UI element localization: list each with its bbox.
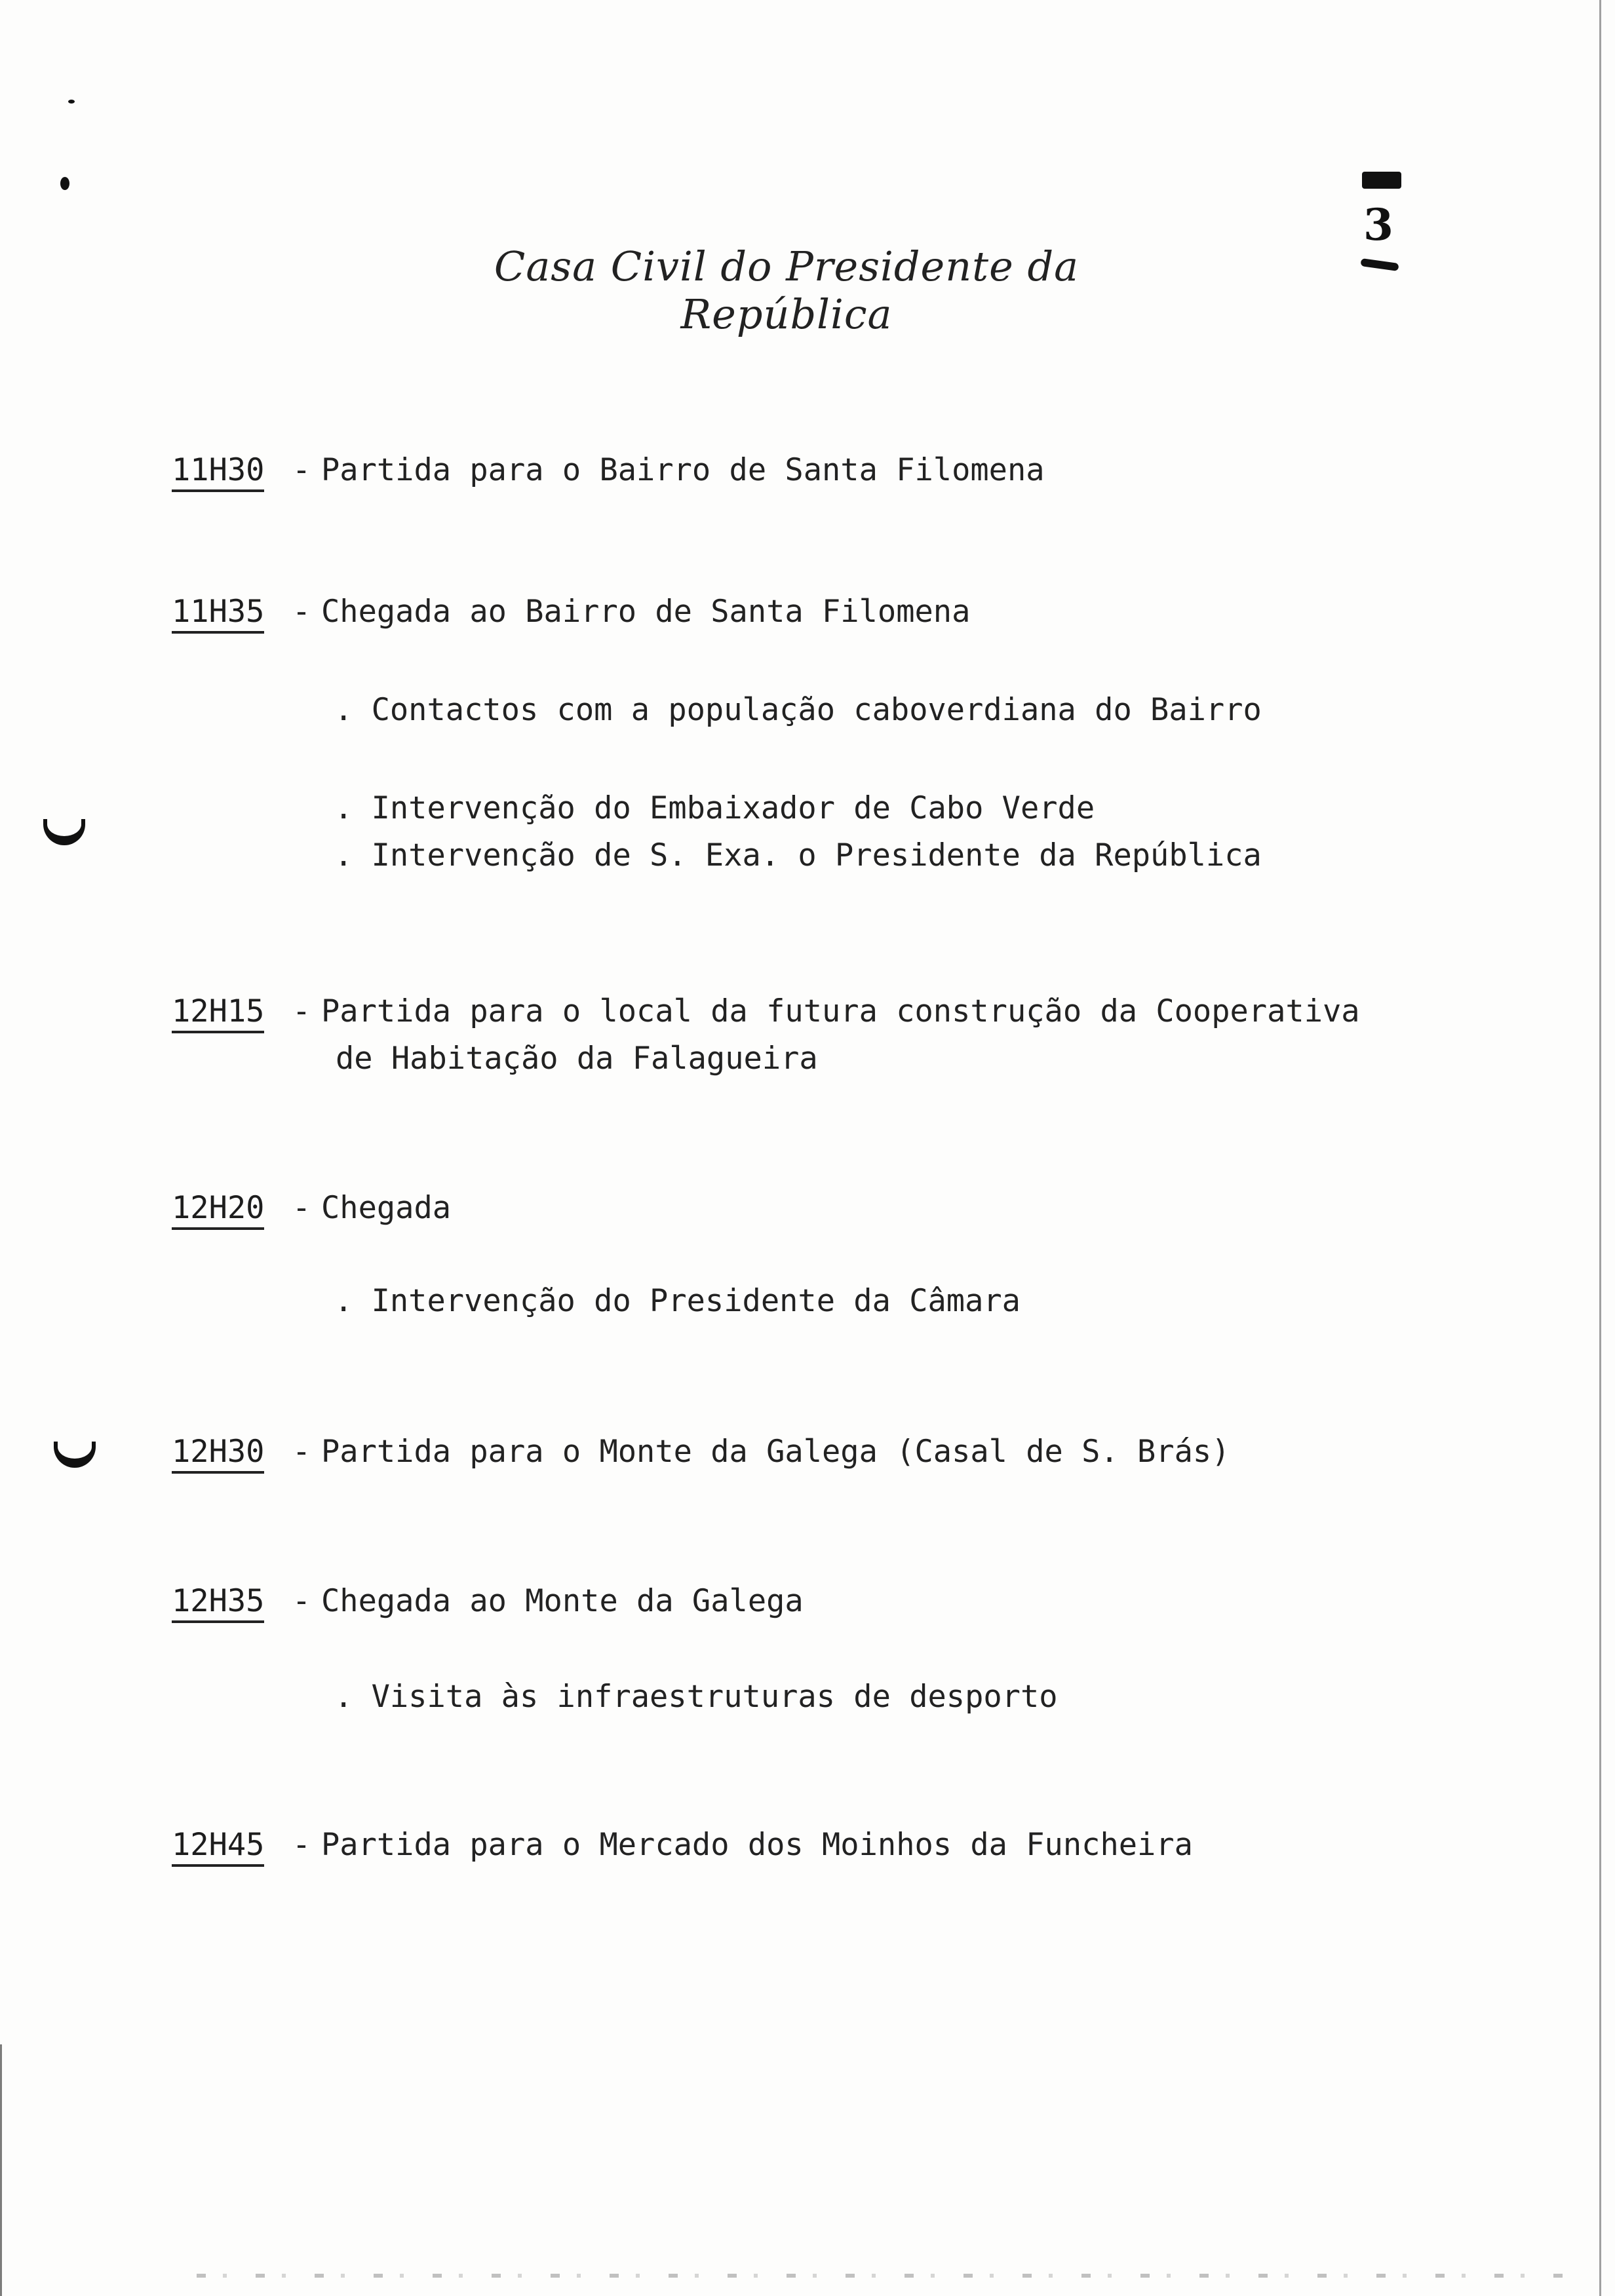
entry-item: . Intervenção do Embaixador de Cabo Verde [334, 790, 1095, 826]
entry-description: Chegada ao Bairro de Santa Filomena [321, 594, 971, 630]
entry-item: . Intervenção do Presidente da Câmara [334, 1283, 1021, 1319]
entry-dash: - [292, 1190, 311, 1226]
page-number-value: 3 [1363, 199, 1393, 250]
entry-description: Partida para o Monte da Galega (Casal de S. Brás) [321, 1434, 1230, 1470]
schedule-entry [172, 1185, 1483, 1232]
entry-dash: - [292, 1583, 311, 1619]
entry-dash: - [292, 993, 311, 1029]
entry-time: 12H20 [172, 1185, 282, 1232]
entry-item: . Visita às infraestruturas de desporto [334, 1679, 1058, 1715]
schedule-entry [172, 1822, 1483, 1869]
schedule-entry [172, 1578, 1483, 1625]
entry-dash: - [292, 452, 311, 488]
entry-description: Chegada [321, 1190, 452, 1226]
entry-dash: - [292, 1434, 311, 1470]
entry-item: . Contactos com a população caboverdiana do Bairro [334, 692, 1262, 728]
entry-description: Partida para o Bairro de Santa Filomena [321, 452, 1045, 488]
entry-time: 12H45 [172, 1822, 282, 1869]
schedule-entry [172, 1428, 1483, 1476]
letterhead-title: Casa Civil do Presidente da República [494, 242, 1080, 338]
entry-time: 12H15 [172, 988, 282, 1035]
entry-item: . Intervenção de S. Exa. o Presidente da República [334, 837, 1262, 873]
entry-description-continued: de Habitação da Falagueira [336, 1041, 818, 1077]
entry-time: 12H30 [172, 1428, 282, 1476]
entry-time: 11H35 [172, 588, 282, 636]
entry-time: 12H35 [172, 1578, 282, 1625]
entry-dash: - [292, 1827, 311, 1863]
entry-time: 11H30 [172, 447, 282, 494]
entry-description: Chegada ao Monte da Galega [321, 1583, 804, 1619]
schedule-entry [172, 447, 1483, 494]
entry-description: Partida para o local da futura construção da Cooperativa [321, 993, 1360, 1029]
schedule-entry [172, 588, 1483, 636]
entry-description: Partida para o Mercado dos Moinhos da Funcheira [321, 1827, 1193, 1863]
entry-dash: - [292, 594, 311, 630]
schedule-entry [172, 988, 1483, 1077]
